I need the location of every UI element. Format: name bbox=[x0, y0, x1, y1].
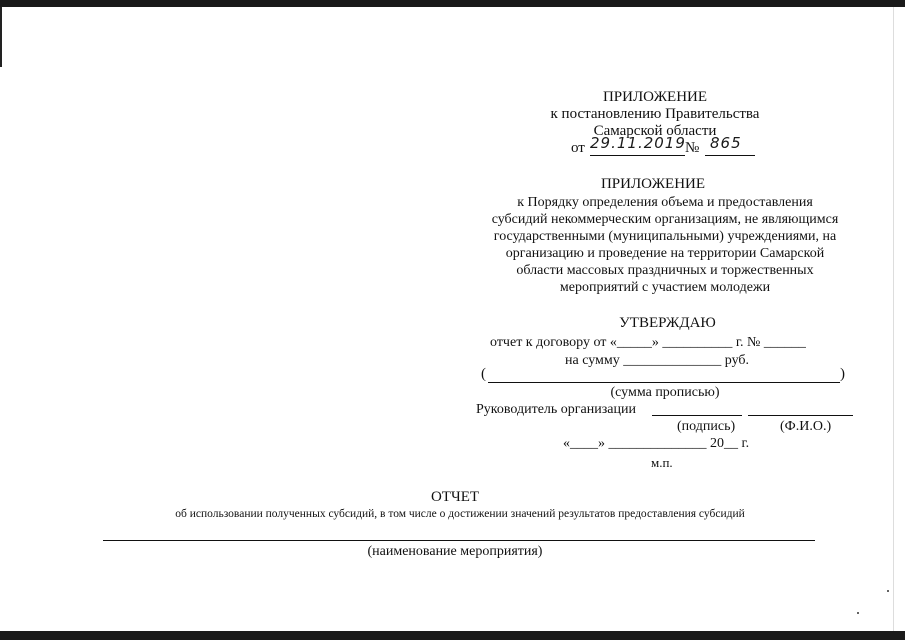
appendix1-from-label: от bbox=[571, 140, 585, 156]
approval-name-label: (Ф.И.О.) bbox=[780, 419, 832, 434]
approval-title: УТВЕРЖДАЮ bbox=[619, 315, 716, 331]
appendix2-line: мероприятий с участием молодежи bbox=[559, 280, 771, 295]
report-title: ОТЧЕТ bbox=[430, 489, 480, 505]
scan-border-left bbox=[0, 7, 2, 67]
approval-seal-label: м.п. bbox=[651, 455, 673, 470]
approval-name-underline bbox=[748, 415, 853, 416]
appendix1-line2: Самарской области bbox=[593, 123, 717, 139]
event-name-label: (наименование мероприятия) bbox=[367, 544, 543, 559]
scan-speck bbox=[857, 612, 859, 614]
event-name-underline bbox=[103, 540, 815, 541]
approval-contract-line: отчет к договору от «_____» __________ г. № ______ bbox=[490, 335, 806, 350]
appendix1-number-handwritten: 865 bbox=[710, 134, 742, 152]
approval-signature-underline bbox=[652, 415, 742, 416]
appendix1-line1: к постановлению Правительства bbox=[550, 106, 760, 122]
appendix2-line: области массовых праздничных и торжественных bbox=[516, 263, 814, 278]
approval-date-line: «____» ______________ 20__ г. bbox=[563, 436, 750, 451]
appendix2-line: государственными (муниципальными) учреждениями, на bbox=[493, 229, 837, 244]
appendix1-date-underline bbox=[590, 155, 685, 156]
appendix2-line: к Порядку определения объема и предоставления bbox=[517, 195, 813, 210]
approval-open-paren: ( bbox=[481, 366, 486, 382]
approval-sum-words-label: (сумма прописью) bbox=[610, 385, 720, 400]
approval-signature-label: (подпись) bbox=[677, 419, 736, 434]
appendix1-number-underline bbox=[705, 155, 755, 156]
scan-border-bottom bbox=[0, 631, 905, 640]
appendix2-line: субсидий некоммерческим организациям, не являющимся bbox=[491, 212, 839, 227]
scan-edge-right bbox=[893, 7, 905, 631]
approval-head-label: Руководитель организации bbox=[476, 402, 636, 417]
appendix2-line: организацию и проведение на территории Самарской bbox=[505, 246, 825, 261]
appendix1-title: ПРИЛОЖЕНИЕ bbox=[602, 89, 708, 105]
appendix2-title: ПРИЛОЖЕНИЕ bbox=[600, 176, 706, 192]
appendix1-date-handwritten: 29.11.2019 bbox=[590, 134, 686, 152]
approval-close-paren: ) bbox=[840, 366, 845, 382]
approval-sum-line: на сумму ______________ руб. bbox=[565, 353, 750, 368]
approval-sum-words-underline bbox=[488, 382, 840, 383]
scan-border-top bbox=[0, 0, 905, 7]
appendix1-number-label: № bbox=[685, 140, 700, 156]
scan-speck bbox=[887, 590, 889, 592]
report-subtitle: об использовании полученных субсидий, в том числе о достижении значений результатов предоставления субсидий bbox=[175, 508, 745, 520]
